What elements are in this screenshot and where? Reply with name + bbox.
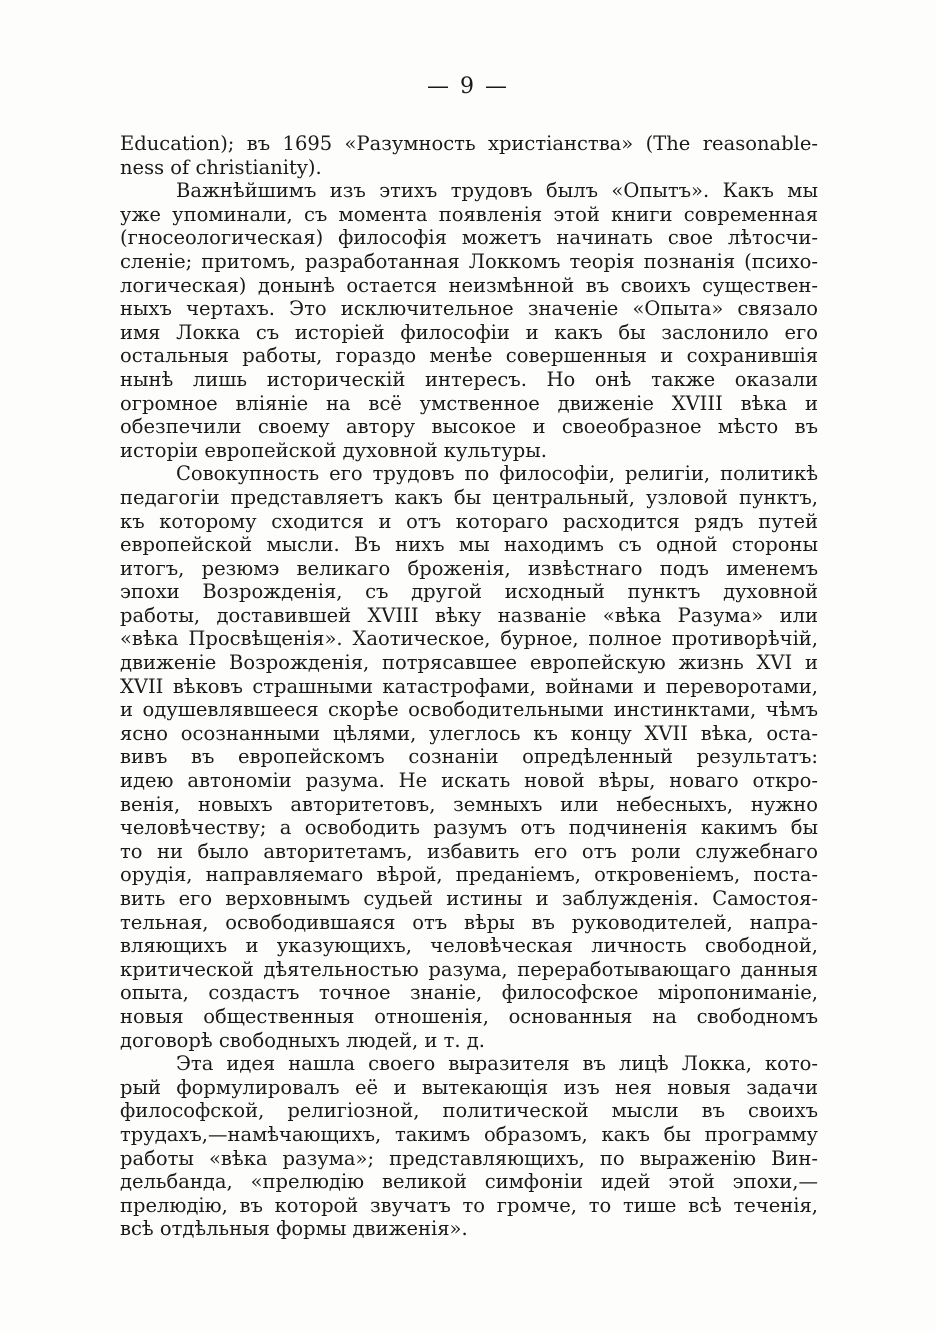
text-line: всѣ отдѣльныя формы движенія». [120, 1217, 468, 1241]
text-line: нынѣ лишь историческій интересъ. Но онѣ также оказали [120, 367, 818, 391]
text-line: сленіе; притомъ, разработанная Локкомъ теорія познанія (психо- [120, 249, 818, 273]
text-line: Важнѣйшимъ изъ этихъ трудовъ былъ «Опытъ». Какъ мы [176, 179, 818, 203]
text-line: опыта, создастъ точное знаніе, философское міропониманіе, [120, 981, 818, 1005]
text-line: работы, доставившей XVIII вѣку названіе «вѣка Разума» или [120, 603, 818, 627]
text-line: обезпечили своему автору высокое и своеобразное мѣсто въ [120, 415, 818, 439]
text-line: дельбанда, «прелюдію великой симфоніи идей этой эпохи,— [120, 1170, 818, 1194]
text-line: XVII вѣковъ страшными катастрофами, войнами и переворотами, [120, 674, 818, 698]
text-line: венія, новыхъ авторитетовъ, земныхъ или небесныхъ, нужно [120, 792, 818, 816]
text-line: человѣчеству; а освободить разумъ отъ подчиненія какимъ бы [120, 816, 818, 840]
text-line: логическая) донынѣ остается неизмѣнной въ своихъ существен- [120, 273, 818, 297]
text-line: къ которому сходится и отъ котораго расходится рядъ путей [120, 509, 818, 533]
text-line: (гносеологическая) философія можетъ начинать свое лѣтосчи- [120, 226, 818, 250]
text-line: вить его верховнымъ судьей истины и заблужденія. Самостоя- [120, 887, 818, 910]
text-line: ness of christianity). [120, 155, 322, 179]
text-line: то ни было авторитетамъ, избавить его отъ роли служебнаго [120, 839, 818, 863]
text-line: огромное вліяніе на всё умственное движеніе XVIII вѣка и [120, 391, 818, 415]
text-line: вивъ въ европейскомъ сознаніи опредѣленный результатъ: [120, 745, 818, 769]
text-line: Совокупность его трудовъ по философіи, религіи, политикѣ [176, 462, 818, 486]
text-line: тельная, освободившаяся отъ вѣры въ руководителей, напра- [120, 910, 818, 934]
text-line: имя Локка съ исторіей философіи и какъ бы заслонило его [120, 320, 818, 344]
paragraph [120, 1052, 818, 1241]
text-line: уже упоминали, съ момента появленія этой книги современная [120, 202, 818, 226]
text-line: орудія, направляемаго вѣрой, преданіемъ, откровеніемъ, поста- [120, 863, 818, 887]
text-line: вляющихъ и указующихъ, человѣческая личность свободной, [120, 934, 818, 958]
text-line: философской, религіозной, политической мысли въ своихъ [120, 1099, 818, 1123]
text-line: договорѣ свободныхъ людей, и т. д. [120, 1028, 485, 1052]
text-line: педагогіи представляетъ какъ бы центральный, узловой пунктъ, [120, 485, 818, 509]
text-line: движеніе Возрожденія, потрясавшее европейскую жизнь XVI и [120, 651, 818, 675]
text-line: трудахъ,—намѣчающихъ, такимъ образомъ, какъ бы программу [120, 1122, 818, 1146]
paragraph [120, 132, 818, 179]
text-line: Эта идея нашла своего выразителя въ лицѣ Локка, кото- [176, 1052, 818, 1076]
text-line: ныхъ чертахъ. Это исключительное значеніе «Опыта» связало [120, 297, 818, 321]
text-line: рый формулировалъ её и вытекающія изъ нея новыя задачи [120, 1075, 818, 1099]
text-line: итогъ, резюмэ великаго броженія, извѣстнаго подъ именемъ [120, 556, 818, 580]
paragraph [120, 179, 818, 462]
body-text [120, 132, 818, 1241]
text-line: «вѣка Просвѣщенія». Хаотическое, бурное, полное противорѣчій, [120, 627, 818, 651]
text-line: идею автономіи разума. Не искать новой вѣры, новаго откро- [120, 769, 818, 793]
text-line: эпохи Возрожденія, съ другой исходный пунктъ духовной [120, 580, 818, 604]
text-line: Education); въ 1695 «Разумность христіанства» (The reasonable- [120, 132, 818, 155]
text-line: критической дѣятельностью разума, переработывающаго данныя [120, 957, 818, 981]
text-line: прелюдію, въ которой звучатъ то громче, то тише всѣ теченія, [120, 1193, 818, 1217]
paragraph [120, 462, 818, 1052]
text-line: исторіи европейской духовной культуры. [120, 438, 547, 462]
text-line: остальныя работы, гораздо менѣе совершенныя и сохранившія [120, 344, 818, 368]
text-line: и одушевлявшееся скорѣе освободительными инстинктами, чѣмъ [120, 698, 818, 722]
page-number: — 9 — [427, 74, 509, 99]
text-line: европейской мысли. Въ нихъ мы находимъ съ одной стороны [120, 533, 818, 557]
text-line: работы «вѣка разума»; представляющихъ, по выраженію Вин- [120, 1146, 818, 1170]
text-line: новыя общественныя отношенія, основанныя на свободномъ [120, 1004, 818, 1028]
text-line: ясно осознанными цѣлями, улеглось къ концу XVII вѣка, оста- [120, 721, 818, 745]
